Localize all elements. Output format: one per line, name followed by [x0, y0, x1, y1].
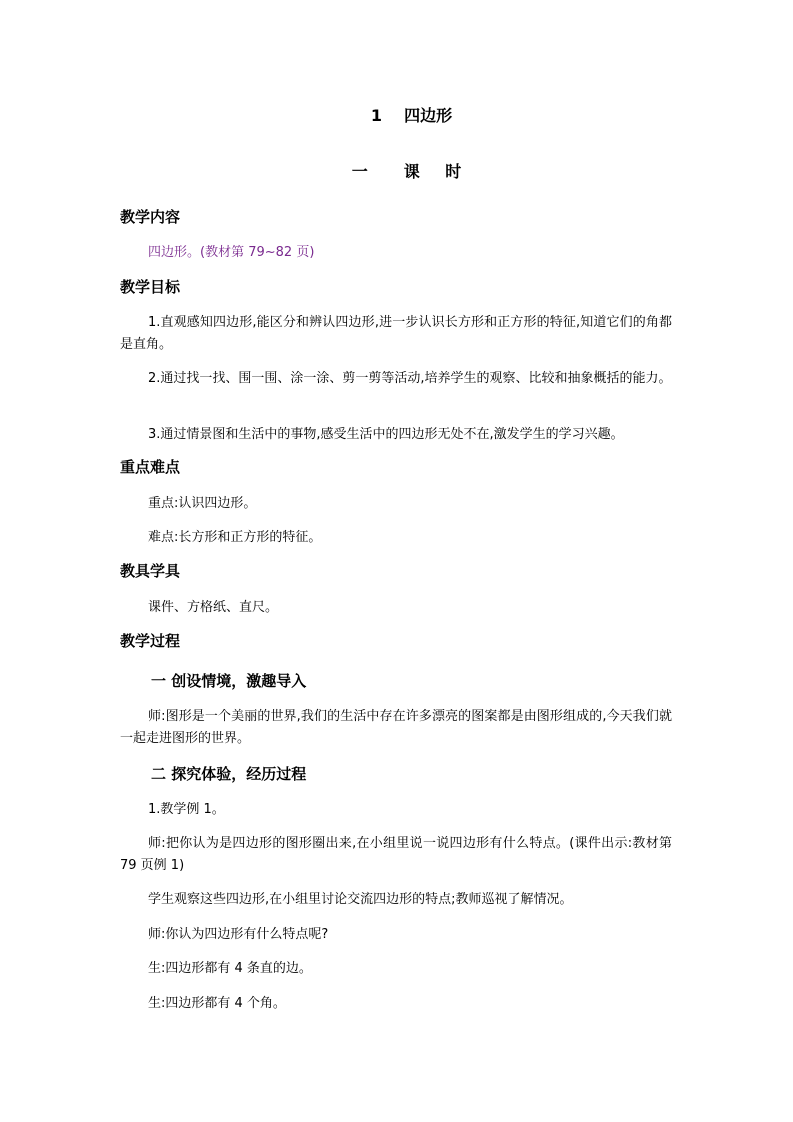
document-subtitle: 一 课 时 — [351, 162, 472, 181]
goal-1: 1.直观感知四边形,能区分和辨认四边形,进一步认识长方形和正方形的特征,知道它们的角都是直角。 — [120, 315, 672, 352]
student-answer-1: 生:四边形都有 4 条直的边。 — [148, 961, 312, 976]
tools-heading: 教具学具 — [120, 562, 181, 580]
observe-text: 学生观察这些四边形,在小组里讨论交流四边形的特点;教师巡视了解情况。 — [148, 892, 573, 907]
content-heading: 教学内容 — [120, 208, 181, 226]
process-heading: 教学过程 — [120, 632, 181, 650]
tools-text: 课件、方格纸、直尺。 — [148, 600, 279, 615]
key-heading: 重点难点 — [120, 458, 181, 476]
content-text: 四边形。(教材第 79~82 页) — [148, 245, 315, 260]
step-1-text: 师:图形是一个美丽的世界,我们的生活中存在许多漂亮的图案都是由图形组成的,今天我们就一起走进图形的世界。 — [120, 709, 672, 746]
document-title — [0, 106, 793, 126]
step-1-heading: 一 创设情境，激趣导入 — [151, 672, 307, 690]
goal-2: 2.通过找一找、围一围、涂一涂、剪一剪等活动,培养学生的观察、比较和抽象概括的能力。 — [148, 371, 672, 386]
teacher-question-2: 师:你认为四边形有什么特点呢? — [148, 927, 329, 942]
title-text: 四边形 — [404, 106, 453, 125]
example-label: 1.教学例 1。 — [148, 802, 225, 817]
difficult-point: 难点:长方形和正方形的特征。 — [148, 530, 322, 545]
key-point: 重点:认识四边形。 — [148, 496, 257, 511]
teacher-question-1: 师:把你认为是四边形的图形圈出来,在小组里说一说四边形有什么特点。(课件出示:教材第 79 页例 1) — [120, 836, 672, 873]
step-2-heading: 二 探究体验，经历过程 — [151, 765, 307, 783]
title-number: 1 — [370, 106, 383, 125]
goal-3: 3.通过情景图和生活中的事物,感受生活中的四边形无处不在,激发学生的学习兴趣。 — [148, 427, 624, 442]
goals-heading: 教学目标 — [120, 278, 181, 296]
student-answer-2: 生:四边形都有 4 个角。 — [148, 996, 286, 1011]
